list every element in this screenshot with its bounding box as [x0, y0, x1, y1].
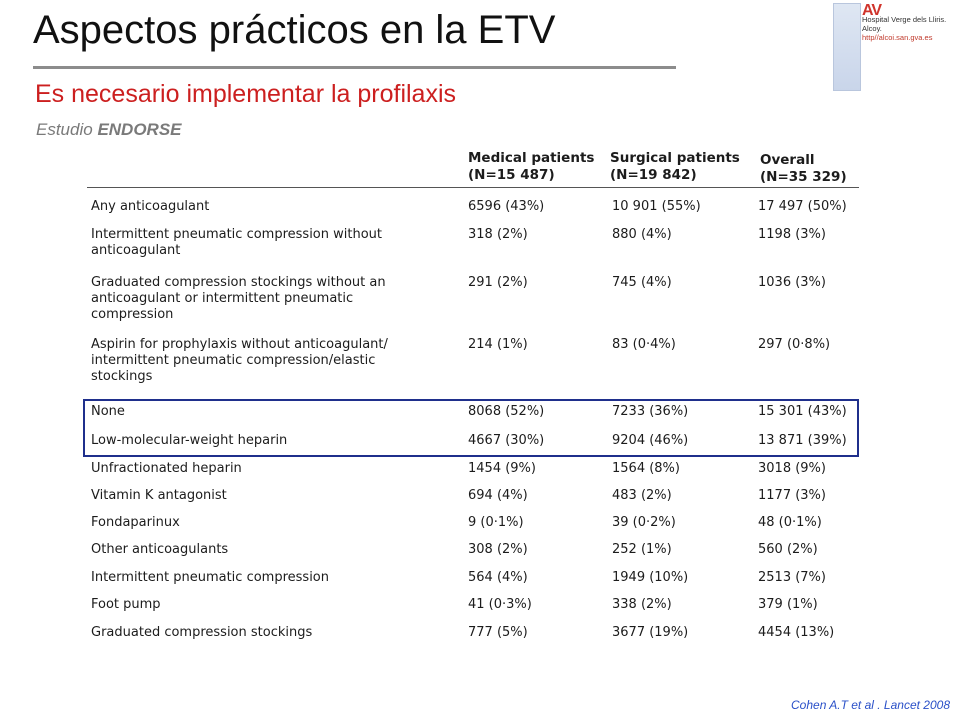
- row-label: Unfractionated heparin: [91, 461, 242, 476]
- surgical-value: 252 (1%): [612, 542, 672, 557]
- row-label: None: [91, 404, 125, 419]
- medical-value: 694 (4%): [468, 488, 528, 503]
- row-label: Graduated compression stockings without an anticoagulant or intermittent pneumatic compression: [91, 275, 386, 322]
- surgical-value: 83 (0·4%): [612, 337, 676, 352]
- column-header-overall: Overall (N=35 329): [760, 152, 847, 185]
- medical-value: 318 (2%): [468, 227, 528, 242]
- overall-value: 2513 (7%): [758, 570, 826, 585]
- overall-value: 1036 (3%): [758, 275, 826, 290]
- hospital-logo-banner: [833, 3, 861, 91]
- endorse-table: [83, 143, 861, 653]
- surgical-value: 1564 (8%): [612, 461, 680, 476]
- row-label: Aspirin for prophylaxis without anticoagulant/ intermittent pneumatic compression/elastic stockings: [91, 337, 388, 384]
- medical-value: 214 (1%): [468, 337, 528, 352]
- overall-value: 297 (0·8%): [758, 337, 831, 352]
- row-label: Low-molecular-weight heparin: [91, 433, 288, 448]
- overall-value: 560 (2%): [758, 542, 818, 557]
- title-divider: [33, 66, 676, 69]
- surgical-value: 483 (2%): [612, 488, 672, 503]
- row-label: Fondaparinux: [91, 515, 180, 530]
- citation: Cohen A.T et al . Lancet 2008: [791, 698, 950, 712]
- medical-value: 8068 (52%): [468, 404, 545, 419]
- overall-value: 15 301 (43%): [758, 404, 847, 419]
- surgical-value: 10 901 (55%): [612, 199, 701, 214]
- medical-value: 564 (4%): [468, 570, 528, 585]
- medical-value: 1454 (9%): [468, 461, 536, 476]
- overall-value: 4454 (13%): [758, 625, 835, 640]
- row-label: Any anticoagulant: [91, 199, 210, 214]
- study-name: ENDORSE: [97, 120, 182, 139]
- overall-value: 17 497 (50%): [758, 199, 847, 214]
- surgical-value: 7233 (36%): [612, 404, 689, 419]
- column-header-medical: Medical patients (N=15 487): [468, 150, 595, 183]
- surgical-value: 3677 (19%): [612, 625, 689, 640]
- surgical-value: 1949 (10%): [612, 570, 689, 585]
- overall-value: 3018 (9%): [758, 461, 826, 476]
- column-header-surgical: Surgical patients (N=19 842): [610, 150, 740, 183]
- medical-value: 291 (2%): [468, 275, 528, 290]
- medical-value: 4667 (30%): [468, 433, 545, 448]
- row-label: Intermittent pneumatic compression without anticoagulant: [91, 227, 382, 258]
- medical-value: 6596 (43%): [468, 199, 545, 214]
- slide-title: Aspectos prácticos en la ETV: [33, 8, 556, 52]
- hospital-logo: [862, 2, 960, 42]
- row-label: Foot pump: [91, 597, 161, 612]
- row-label: Vitamin K antagonist: [91, 488, 227, 503]
- medical-value: 777 (5%): [468, 625, 528, 640]
- study-prefix: Estudio: [36, 120, 93, 139]
- overall-value: 1177 (3%): [758, 488, 826, 503]
- medical-value: 308 (2%): [468, 542, 528, 557]
- medical-value: 9 (0·1%): [468, 515, 524, 530]
- overall-value: 379 (1%): [758, 597, 818, 612]
- surgical-value: 9204 (46%): [612, 433, 689, 448]
- slide-subtitle: Es necesario implementar la profilaxis: [35, 80, 457, 108]
- hospital-city: Alcoy.: [862, 24, 882, 33]
- hospital-url: http//alcoi.san.gva.es: [862, 33, 933, 42]
- surgical-value: 745 (4%): [612, 275, 672, 290]
- medical-value: 41 (0·3%): [468, 597, 532, 612]
- surgical-value: 39 (0·2%): [612, 515, 676, 530]
- study-label: [36, 120, 182, 140]
- overall-value: 48 (0·1%): [758, 515, 822, 530]
- surgical-value: 880 (4%): [612, 227, 672, 242]
- overall-value: 13 871 (39%): [758, 433, 847, 448]
- row-label: Graduated compression stockings: [91, 625, 313, 640]
- hospital-logo-mark: AV: [862, 2, 882, 19]
- overall-value: 1198 (3%): [758, 227, 826, 242]
- header-divider: [87, 187, 859, 188]
- hospital-name: Hospital Verge dels Lliris.: [862, 15, 947, 24]
- surgical-value: 338 (2%): [612, 597, 672, 612]
- row-label: Intermittent pneumatic compression: [91, 570, 329, 585]
- row-label: Other anticoagulants: [91, 542, 229, 557]
